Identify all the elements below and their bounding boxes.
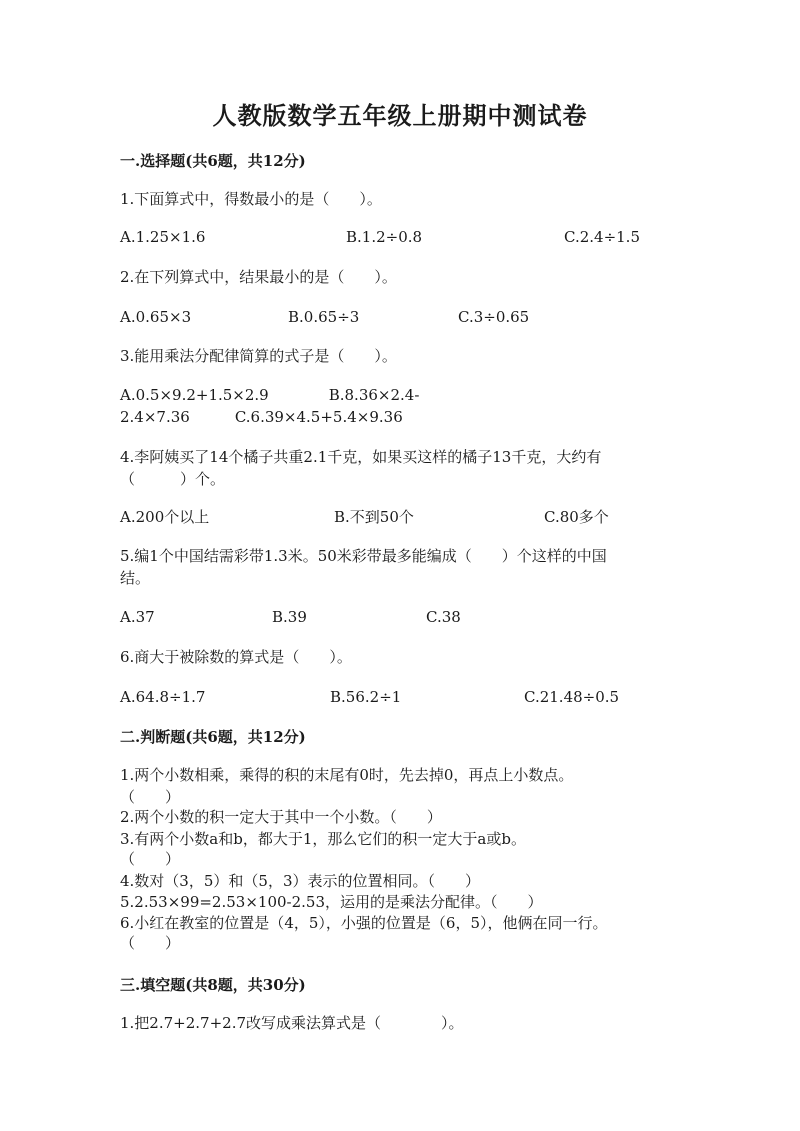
option-c: C.3÷0.65 [458,308,530,326]
option-c: C.38 [426,608,461,626]
option-a: A.64.8÷1.7 [120,688,206,706]
judgement-5: 5.2.53×99=2.53×100-2.53，运用的是乘法分配律。（ ） [120,893,543,911]
option-b: B.1.2÷0.8 [346,228,423,246]
option-c: C.80多个 [544,508,609,526]
judgement-6-line2: （ ） [120,934,181,952]
question-4-line1: 4.李阿姨买了14个橘子共重2.1千克，如果买这样的橘子13千克，大约有 [120,448,602,466]
question-4-line2: （ ）个。 [120,470,226,488]
question-3: 3.能用乘法分配律简算的式子是（ ）。 [120,347,397,365]
question-1-options [120,226,680,248]
question-2-options [120,306,680,328]
question-3-options-line1: A.0.5×9.2+1.5×2.9 B.8.36×2.4- [120,386,420,404]
option-b: B.不到50个 [334,508,414,526]
judgement-6-line1: 6.小红在教室的位置是（4，5），小强的位置是（6，5），他俩在同一行。 [120,914,608,932]
option-c: C.21.48÷0.5 [524,688,620,706]
question-5-line2: 结。 [120,569,151,587]
page-title: 人教版数学五年级上册期中测试卷 [212,101,588,130]
fill-question-1: 1.把2.7+2.7+2.7改写成乘法算式是（ ）。 [120,1014,464,1032]
section-heading-judgement: 二.判断题(共6题，共12分) [120,728,306,746]
option-a: A.200个以上 [120,508,210,526]
question-6-options [120,686,680,708]
judgement-1-line2: （ ） [120,788,181,806]
option-a: A.0.65×3 [120,308,192,326]
question-5-options [120,606,680,628]
question-3-options-line2: 2.4×7.36 C.6.39×4.5+5.4×9.36 [120,408,403,426]
option-b: B.56.2÷1 [330,688,402,706]
judgement-3-line1: 3.有两个小数a和b，都大于1，那么它们的积一定大于a或b。 [120,830,526,848]
question-4-options [120,506,680,528]
option-a: A.1.25×1.6 [120,228,206,246]
question-6: 6.商大于被除数的算式是（ ）。 [120,648,352,666]
section-heading-choice: 一.选择题(共6题，共12分) [120,152,306,170]
question-2: 2.在下列算式中，结果最小的是（ ）。 [120,268,397,286]
question-5-line1: 5.编1个中国结需彩带1.3米。50米彩带最多能编成（ ）个这样的中国 [120,547,607,565]
option-b: B.39 [272,608,307,626]
question-1: 1.下面算式中，得数最小的是（ ）。 [120,190,382,208]
section-heading-fill-blank: 三.填空题(共8题，共30分) [120,976,306,994]
option-b: B.0.65÷3 [288,308,360,326]
option-a: A.37 [120,608,155,626]
judgement-2: 2.两个小数的积一定大于其中一个小数。（ ） [120,808,442,826]
option-c: C.2.4÷1.5 [564,228,640,246]
judgement-4: 4.数对（3，5）和（5，3）表示的位置相同。（ ） [120,872,480,890]
judgement-1-line1: 1.两个小数相乘，乘得的积的末尾有0时，先去掉0，再点上小数点。 [120,766,574,784]
judgement-3-line2: （ ） [120,850,181,868]
